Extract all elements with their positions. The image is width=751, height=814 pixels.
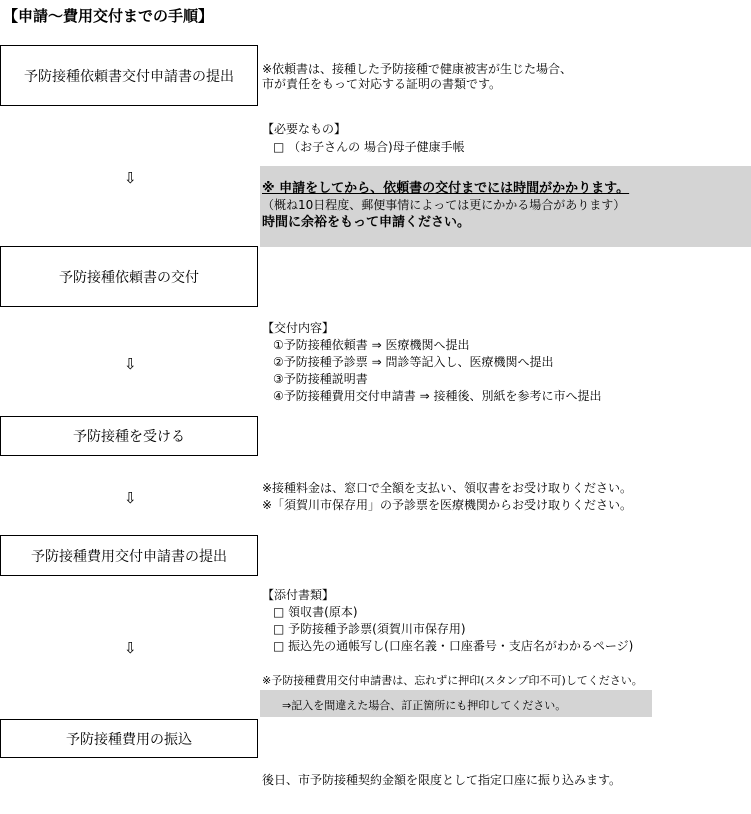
step-label: 予防接種費用の振込 [66, 731, 192, 748]
step-label: 予防接種を受ける [73, 429, 185, 445]
payment-note [262, 480, 632, 514]
notice-line: （概ね10日程度、郵便事情によっては更にかかる場合があります） [262, 198, 626, 212]
checklist-item: □ 予防接種予診票(須賀川市保存用) [273, 622, 466, 636]
note-line: ※依頼書は、接種した予防接種で健康被害が生じた場合、 [262, 62, 573, 76]
step-box-cost-application [0, 535, 258, 576]
correction-notice-text: ⇒記入を間違えた場合、訂正箇所にも押印してください。 [282, 699, 567, 712]
note-line: ※接種料金は、窓口で全額を支払い、領収書をお受け取りください。 [262, 481, 633, 495]
section-heading: 【添付書類】 [262, 588, 335, 602]
step-label: 予防接種依頼書交付申請書の提出 [24, 68, 234, 85]
notice-line: 時間に余裕をもって申請ください。 [262, 215, 471, 230]
issued-contents [262, 320, 601, 405]
step-box-application [0, 45, 258, 106]
checklist-item: □ 振込先の通帳写し(口座名義・口座番号・支店名がわかるページ) [273, 639, 634, 653]
section-heading: 【交付内容】 [262, 321, 335, 335]
content-item: ①予防接種依頼書 ⇒ 医療機関へ提出 [273, 338, 470, 352]
checklist-item: □ （お子さんの 場合)母子健康手帳 [273, 140, 465, 154]
attached-documents [262, 587, 633, 655]
required-items [262, 122, 465, 155]
certificate-note [262, 62, 572, 92]
page-title: 【申請～費用交付までの手順】 [3, 7, 214, 25]
step-box-vaccination [0, 416, 258, 456]
note-line: 市が責任をもって対応する証明の書類です。 [262, 77, 502, 91]
notice-line: ※ 申請をしてから、依頼書の交付までには時間がかかります。 [262, 181, 630, 196]
content-item: ③予防接種説明書 [273, 372, 368, 386]
section-heading: 【必要なもの】 [262, 122, 347, 136]
step-box-issuance [0, 246, 258, 307]
down-arrow-icon: ⇩ [124, 639, 137, 657]
checklist-item: □ 領収書(原本) [273, 605, 358, 619]
down-arrow-icon: ⇩ [124, 489, 137, 507]
step-label: 予防接種費用交付申請書の提出 [31, 548, 227, 565]
step-label: 予防接種依頼書の交付 [59, 269, 199, 286]
down-arrow-icon: ⇩ [124, 169, 137, 187]
content-item: ②予防接種予診票 ⇒ 問診等記入し、医療機関へ提出 [273, 355, 554, 369]
down-arrow-icon: ⇩ [124, 355, 137, 373]
content-item: ④予防接種費用交付申請書 ⇒ 接種後、別紙を参考に市へ提出 [273, 389, 602, 403]
transfer-note: 後日、市予防接種契約金額を限度として指定口座に振り込みます。 [262, 773, 622, 787]
note-line: ※「須賀川市保存用」の予診票を医療機関からお受け取りください。 [262, 498, 633, 512]
step-box-transfer [0, 719, 258, 758]
seal-note: ※予防接種費用交付申請書は、忘れずに押印(スタンプ印不可)してください。 [262, 674, 643, 687]
time-notice-text [262, 180, 629, 231]
